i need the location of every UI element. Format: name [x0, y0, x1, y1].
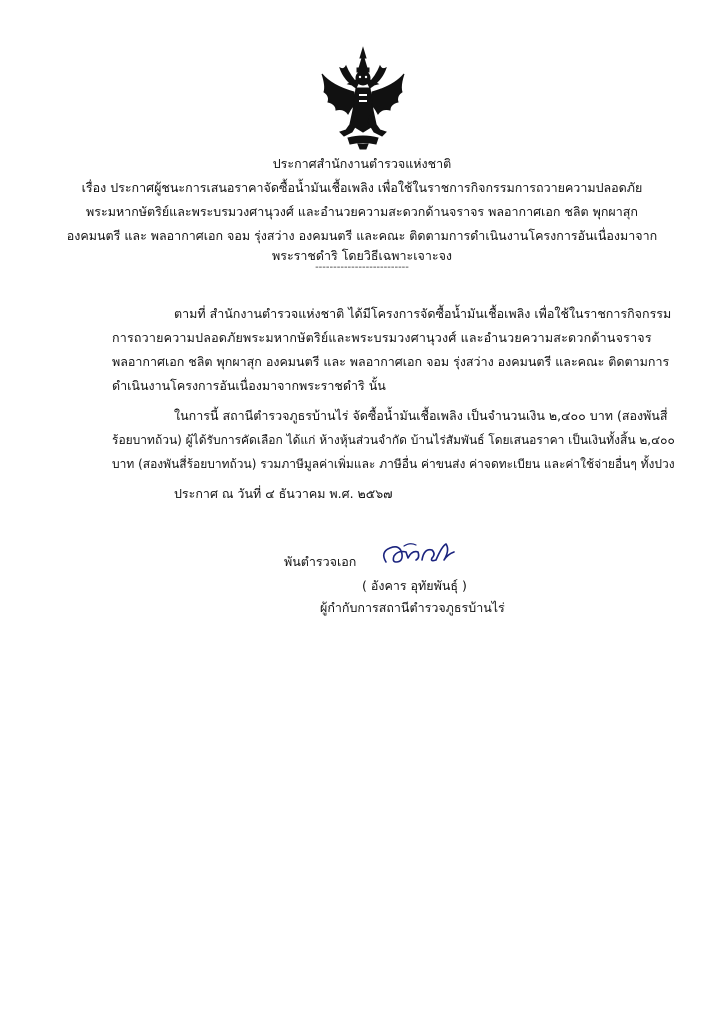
paragraph-1-line: ตามที่ สำนักงานตำรวจแห่งชาติ ได้มีโครงการจัดซื้อน้ำมันเชื้อเพลิง เพื่อใช้ในราชการกิจกรรม	[174, 306, 672, 321]
paragraph-2-line: บาท (สองพันสี่ร้อยบาทถ้วน) รวมภาษีมูลค่าเพิ่มและ ภาษีอื่น ค่าขนส่ง ค่าจดทะเบียน และค่าใช้จ่ายอื่นๆ ทั้งปวง	[112, 457, 675, 471]
signer-rank: พันตำรวจเอก	[284, 554, 357, 569]
subject-line: พระราชดำริ โดยวิธีเฉพาะเจาะจง	[271, 248, 453, 263]
garuda-emblem-icon	[318, 46, 408, 150]
subject-line: องคมนตรี และ พลอากาศเอก จอม รุ่งสว่าง องคมนตรี และคณะ ติดตามการดำเนินงานโครงการอันเนื่องมาจาก	[66, 228, 658, 243]
handwritten-signature-icon	[376, 540, 458, 570]
paragraph-1-line: ดำเนินงานโครงการอันเนื่องมาจากพระราชดำริ นั้น	[112, 378, 386, 393]
signer-name: ( อังคาร อุทัยพันธุ์ )	[362, 578, 467, 593]
header-divider: --------------------------	[315, 262, 409, 273]
paragraph-1-line: การถวายความปลอดภัยพระมหากษัตริย์และพระบรมวงศานุวงศ์ และอำนวยความสะดวกด้านจราจร	[112, 330, 652, 345]
signer-position: ผู้กำกับการสถานีตำรวจภูธรบ้านไร่	[320, 600, 505, 615]
subject-line: พระมหากษัตริย์และพระบรมวงศานุวงศ์ และอำนวยความสะดวกด้านจราจร พลอากาศเอก ชลิต พุกผาสุก	[86, 204, 638, 219]
paragraph-2-line: ในการนี้ สถานีตำรวจภูธรบ้านไร่ จัดซื้อน้ำมันเชื้อเพลิง เป็นจำนวนเงิน ๒,๔๐๐ บาท (สองพันสี่	[174, 408, 668, 423]
announce-date: ประกาศ ณ วันที่ ๔ ธันวาคม พ.ศ. ๒๕๖๗	[174, 486, 393, 501]
paragraph-1-line: พลอากาศเอก ชลิต พุกผาสุก องคมนตรี และ พลอากาศเอก จอม รุ่งสว่าง องคมนตรี และคณะ ติดตามการ	[112, 354, 670, 369]
subject-line: เรื่อง ประกาศผู้ชนะการเสนอราคาจัดซื้อน้ำมันเชื้อเพลิง เพื่อใช้ในราชการกิจกรรมการถวายความปลอดภัย	[81, 180, 643, 195]
paragraph-2-line: ร้อยบาทถ้วน) ผู้ได้รับการคัดเลือก ได้แก่ ห้างหุ้นส่วนจำกัด บ้านไร่สัมพันธ์ โดยเสนอราคา เป็นเงินทั้งสิ้น ๒,๔๐๐	[112, 433, 675, 447]
document-title: ประกาศสำนักงานตำรวจแห่งชาติ	[272, 156, 452, 171]
